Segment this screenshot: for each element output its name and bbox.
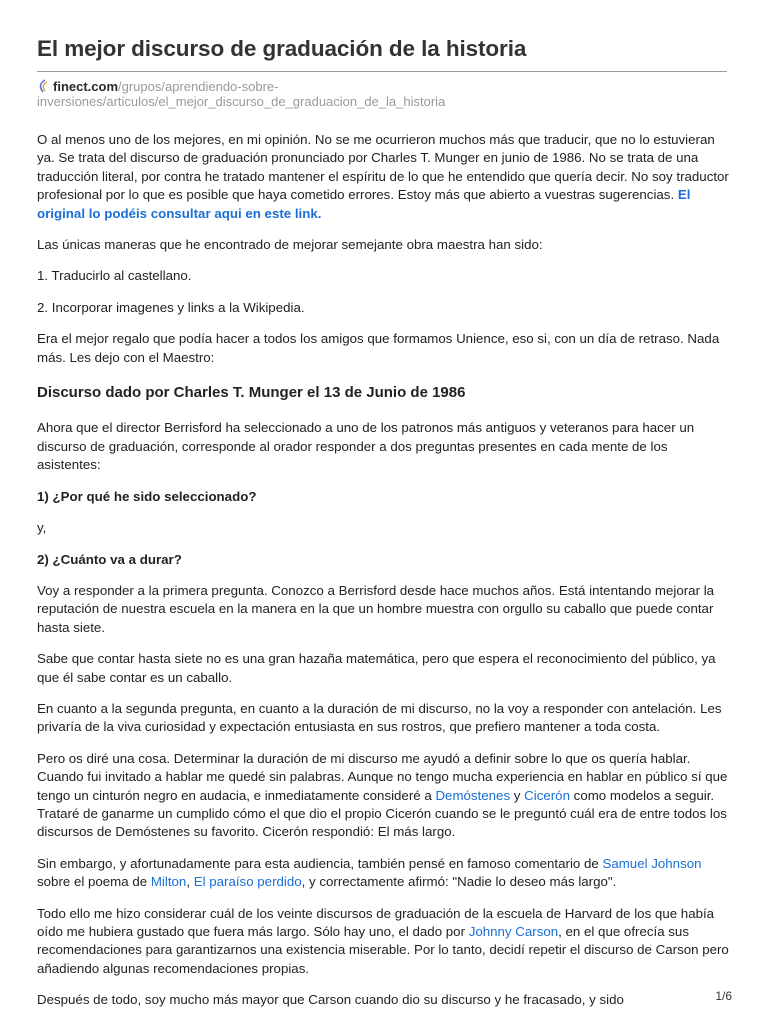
speech-paragraph-4: En cuanto a la segunda pregunta, en cuanto a la duración de mi discurso, no la voy a responder con antelación. Les privaría de la viva curiosidad y expectación entusiasta en sus rostros, que prefiero mantener a toda costa. <box>37 700 722 735</box>
link-milton[interactable]: Milton <box>150 874 187 890</box>
question-2-text: 2) ¿Cuánto va a durar? <box>37 551 182 567</box>
finect-logo-icon <box>37 79 49 93</box>
intro-list-item-1: 1. Traducirlo al castellano. <box>37 268 192 284</box>
link-paraiso-perdido[interactable]: El paraíso perdido <box>193 874 302 890</box>
speech-paragraph-1: Ahora que el director Berrisford ha seleccionado a uno de los patronos más antiguos y veteranos para hacer un discurso de graduación, corresponde al orador responder a dos preguntas presentes en cada mente de los asistentes: <box>37 420 695 473</box>
and-text: y, <box>37 520 47 536</box>
source-path-line2: inversiones/articulos/el_mejor_discurso_de_graduacion_de_la_historia <box>37 94 446 109</box>
intro-paragraph-5: Era el mejor regalo que podía hacer a todos los amigos que formamos Unience, eso si, con un día de retraso. Nada más. Les dejo con el Maestro: <box>37 331 720 365</box>
source-url[interactable] <box>37 79 733 109</box>
page-number: 1/6 <box>715 989 732 1003</box>
source-path-line1: /grupos/aprendiendo-sobre- <box>118 79 279 94</box>
source-domain: finect.com <box>53 79 119 94</box>
intro-paragraph-1 <box>37 131 733 223</box>
p6-text-c: , <box>186 874 194 890</box>
title-divider <box>37 71 727 72</box>
p7-text-a: Todo ello me hizo considerar cuál de los veinte discursos de graduación de la escuela de Harvard de los que había oído me hubiera gustado que fuera más largo. Sólo hay uno, el dado por <box>37 905 715 939</box>
link-demostenes[interactable]: Demóstenes <box>435 787 511 803</box>
p6-text-a: Sin embargo, y afortunadamente para esta audiencia, también pensé en famoso comentario de <box>37 855 603 871</box>
speech-paragraph-5 <box>37 750 733 842</box>
article-body <box>37 131 733 1023</box>
intro-paragraph-2: Las únicas maneras que he encontrado de mejorar semejante obra maestra han sido: <box>37 237 543 253</box>
p5-text-a: Pero os diré una cosa. Determinar la duración de mi discurso me ayudó a definir sobre lo que os quería hablar. Cuando fui invitado a hablar me quedé sin palabras. Aunque no tengo mucha experiencia en hablar en público sí que tengo un cinturón negro en audacia, e inmediatamente consideré a <box>37 750 728 803</box>
speech-heading: Discurso dado por Charles T. Munger el 13 de Junio de 1986 <box>37 384 466 402</box>
intro-text: O al menos uno de los mejores, en mi opinión. No se me ocurrieron muchos más que traducir, que no lo estuvieran ya. Se trata del discurso de graduación pronunciado por Charles T. Munger en junio de 1986. No se trata de una traducción literal, por contra he tratado mantener el espíritu de lo que he entendido que quería decir. No soy traductor profesional por lo que es posible que haya cometido errores. Estoy más que abierto a vuestras sugerencias. <box>37 132 729 203</box>
speech-paragraph-7 <box>37 905 733 979</box>
p6-text-d: , y correctamente afirmó: "Nadie lo deseo más largo". <box>301 874 617 890</box>
link-johnny-carson[interactable]: Johnny Carson <box>468 924 559 939</box>
page-title: El mejor discurso de graduación de la historia <box>37 36 527 61</box>
original-link[interactable]: El original lo podéis consultar aqui en este link. <box>37 187 691 221</box>
speech-paragraph-8: Después de todo, soy mucho más mayor que Carson cuando dio su discurso y he fracasado, y sido <box>37 992 624 1008</box>
link-samuel-johnson[interactable]: Samuel Johnson <box>602 855 702 871</box>
question-2 <box>37 551 733 569</box>
intro-list-item-2: 2. Incorporar imagenes y links a la Wikipedia. <box>37 299 305 315</box>
p7-text-b: , en el que ofrecía sus recomendaciones para garantizarnos una existencia miserable. Por lo tanto, decidí repetir el discurso de Carson pero añadiendo algunas recomendaciones propias. <box>37 924 729 976</box>
question-1 <box>37 488 733 506</box>
link-ciceron[interactable]: Cicerón <box>524 787 570 803</box>
question-1-text: 1) ¿Por qué he sido seleccionado? <box>37 488 257 504</box>
p5-text-c: como modelos a seguir. Trataré de ganarme un cumplido cómo el que dio el propio Cicerón cuando se le preguntó cuál era de entre todos los discursos de Demóstenes su favorito. Cicerón respondió: El más largo. <box>37 787 727 840</box>
p6-text-b: sobre el poema de <box>37 874 151 890</box>
p5-text-b: y <box>510 787 525 803</box>
speech-paragraph-2: Voy a responder a la primera pregunta. Conozco a Berrisford desde hace muchos años. Está intentando mejorar la reputación de nuestra escuela en la manera en la que un hombre muestra con orgullo su caballo que puede contar hasta siete. <box>37 582 715 635</box>
speech-paragraph-3: Sabe que contar hasta siete no es una gran hazaña matemática, pero que espera el reconocimiento del público, ya que él sabe contar es un caballo. <box>37 651 716 685</box>
speech-paragraph-6 <box>37 855 733 892</box>
